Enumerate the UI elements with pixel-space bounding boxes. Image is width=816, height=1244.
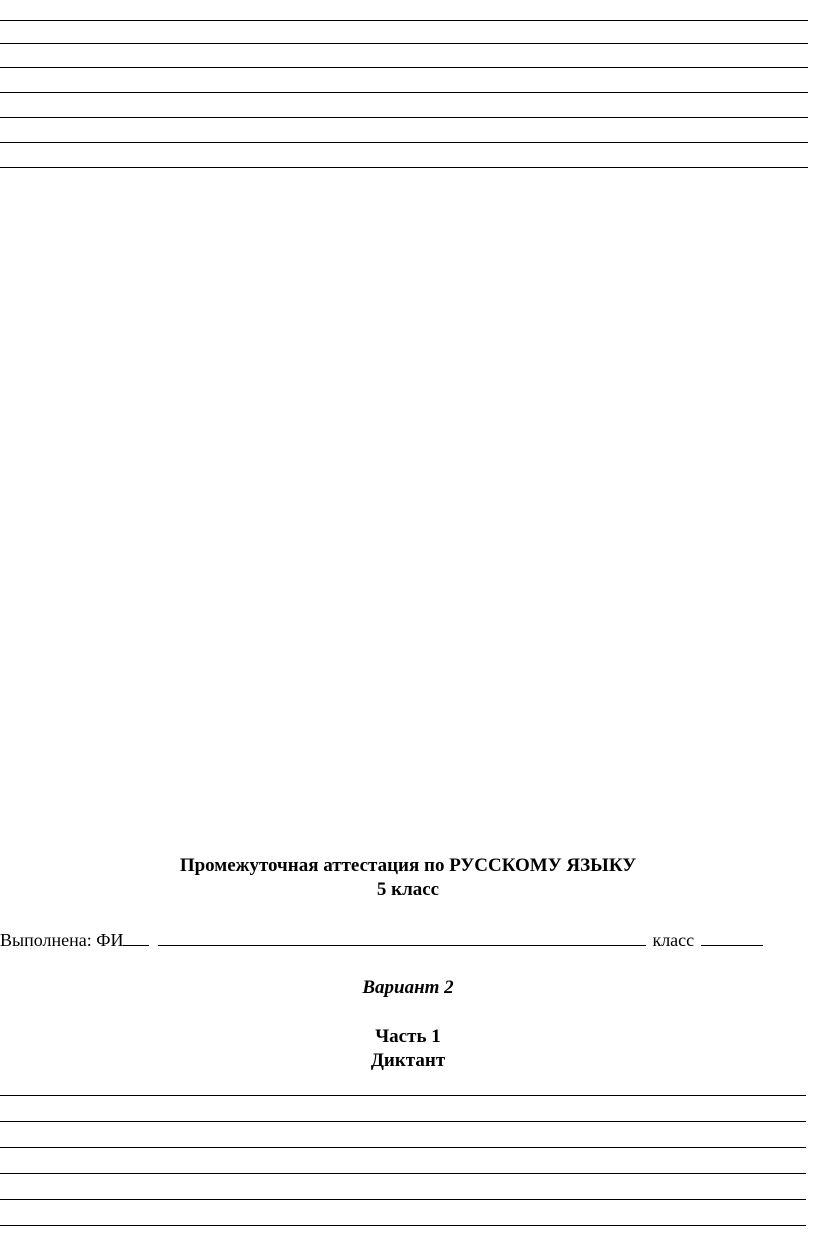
writing-line — [0, 1173, 806, 1174]
class-label: класс — [652, 930, 695, 950]
writing-line — [0, 1147, 806, 1148]
writing-line — [0, 142, 808, 143]
writing-line — [0, 92, 808, 93]
name-blank-short[interactable] — [123, 929, 149, 946]
writing-line — [0, 1121, 806, 1122]
class-blank[interactable] — [701, 929, 763, 946]
page-title: Промежуточная аттестация по РУССКОМУ ЯЗЫКУ — [179, 855, 637, 876]
writing-line — [0, 1199, 806, 1200]
writing-line — [0, 1225, 806, 1226]
student-info-line — [0, 928, 816, 952]
writing-line — [0, 43, 808, 44]
writing-line — [0, 1095, 806, 1096]
part-title: Часть 1 — [375, 1026, 441, 1047]
writing-line — [0, 67, 808, 68]
writing-line — [0, 117, 808, 118]
completed-label: Выполнена: ФИ — [0, 930, 124, 950]
name-blank[interactable] — [158, 929, 646, 946]
grade-label: 5 класс — [376, 879, 440, 900]
variant-label: Вариант 2 — [362, 977, 454, 998]
writing-line — [0, 20, 808, 21]
part-subtitle: Диктант — [370, 1050, 446, 1071]
writing-line — [0, 167, 808, 168]
